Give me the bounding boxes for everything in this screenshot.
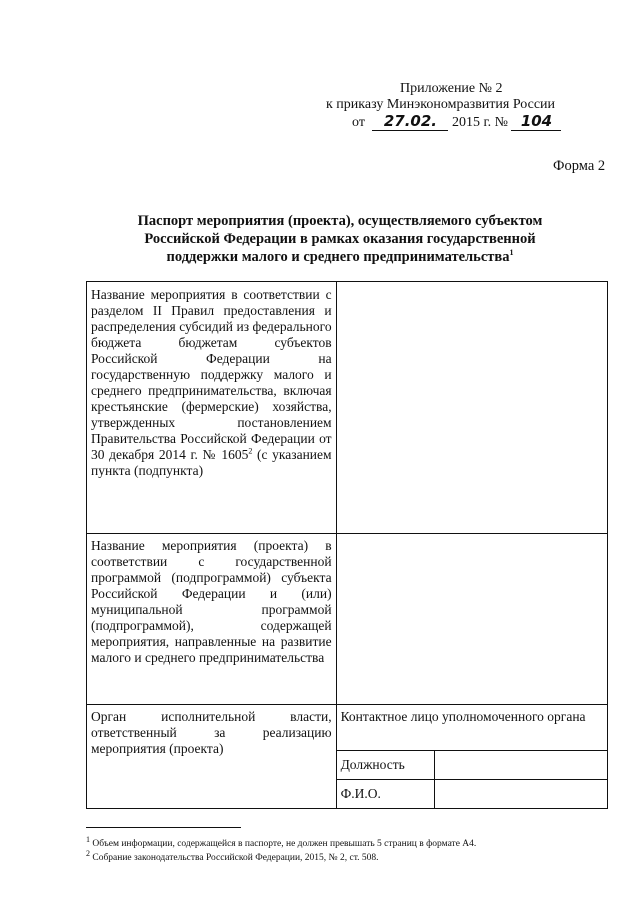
form-label: Форма 2 — [553, 158, 606, 174]
footnote-divider — [86, 827, 241, 828]
event-name-program-label: Название мероприятия (проекта) в соответствии с государственной программой (подпрограммой) субъекта Российской Федерации и (или) муниципальной программой (подпрограммой), содержащей мероприятия, направленные на развитие малого и среднего предпринимательства — [87, 534, 337, 705]
passport-table — [86, 281, 608, 809]
title-line-3 — [120, 248, 560, 266]
footnote-1 — [86, 834, 616, 851]
event-name-rules-label — [87, 282, 337, 534]
position-value[interactable] — [434, 751, 608, 780]
order-date-line — [352, 113, 561, 131]
footnote-ref-2: 2 — [248, 446, 253, 456]
title-line-1: Паспорт мероприятия (проекта), осуществляемого субъектом — [137, 213, 543, 229]
title-line-2: Российской Федерации в рамках оказания государственной — [144, 231, 536, 247]
event-name-program-value[interactable] — [336, 534, 607, 705]
order-reference: к приказу Минэкономразвития России — [326, 97, 556, 112]
footnote-2 — [86, 848, 616, 865]
contact-person-label: Контактное лицо уполномоченного органа — [336, 705, 607, 751]
document-title — [120, 212, 560, 266]
from-label: от — [352, 115, 365, 130]
handwritten-number: 104 — [511, 113, 561, 131]
year-label: 2015 г. № — [451, 115, 508, 130]
footnote-2-ref: 2 — [86, 848, 90, 858]
footnote-ref-1: 1 — [509, 248, 514, 258]
handwritten-date: 27.02. — [372, 113, 448, 131]
event-name-rules-text: Название мероприятия в соответствии с разделом II Правил предоставления и распределения субсидий из федерального бюджета бюджетам субъектов Российской Федерации на государственную поддержку малого и среднего предпринимательства, включая крестьянские (фермерские) хозяйства, утвержденных постановлением Правительства Российской Федерации от 30 декабря 2014 г. № 1605 — [91, 287, 332, 462]
executive-body-label: Орган исполнительной власти, ответственный за реализацию мероприятия (проекта) — [87, 705, 337, 809]
event-name-rules-value[interactable] — [336, 282, 607, 534]
full-name-label: Ф.И.О. — [336, 780, 434, 809]
footnote-1-text: Объем информации, содержащейся в паспорте, не должен превышать 5 страниц в формате А4. — [92, 839, 477, 849]
table-row-event-name-program — [87, 534, 608, 705]
full-name-value[interactable] — [434, 780, 608, 809]
position-label: Должность — [336, 751, 434, 780]
table-row-event-name-rules — [87, 282, 608, 534]
appendix-number: Приложение № 2 — [400, 81, 503, 96]
event-name-rules-tail: (с указанием пункта (подпункта) — [91, 447, 332, 478]
table-row-executive-body — [87, 705, 608, 751]
footnote-2-text: Собрание законодательства Российской Федерации, 2015, № 2, ст. 508. — [92, 853, 379, 863]
title-line-3-text: поддержки малого и среднего предпринимательства — [166, 249, 510, 265]
footnote-1-ref: 1 — [86, 834, 90, 844]
